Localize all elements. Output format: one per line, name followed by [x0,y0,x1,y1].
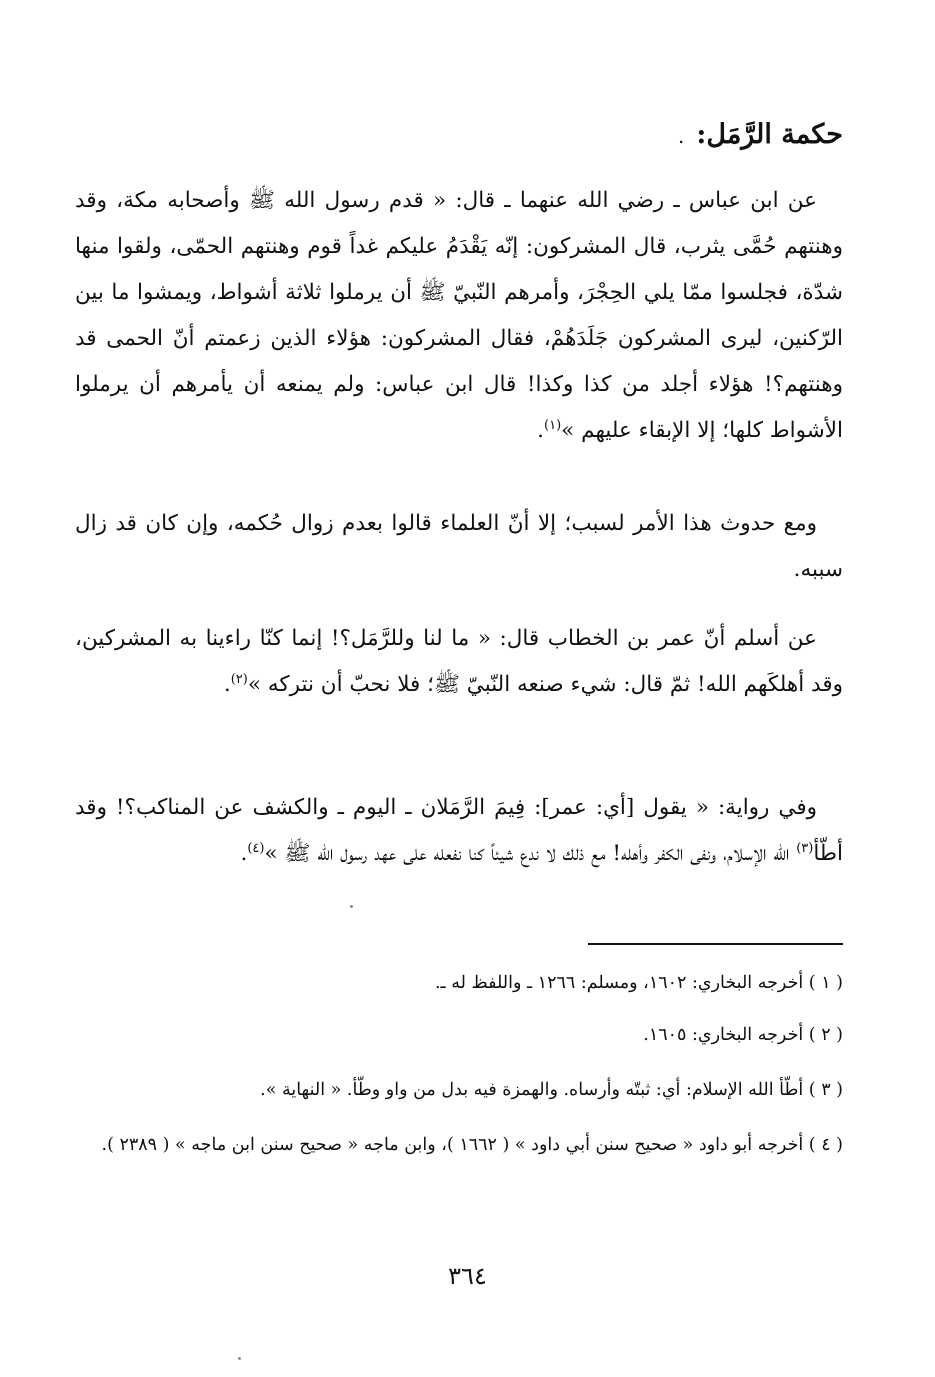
footnote-3: ( ٣ ) أطّأ الله الإسلام: أي: ثبتّه وأرساه. والهمزة فيه بدل من واو وطّأ. « النهاية ». [260,1080,843,1100]
paragraph-text: ومع حدوث هذا الأمر لسبب؛ إلا أنّ العلماء قالوا بعدم زوال حُكمه، وإن كان قد زال سببه. [75,511,843,582]
heading-marker: . [678,124,685,148]
footnote-ref: (٤) [247,840,265,856]
page-number: ٣٦٤ [448,1262,487,1290]
footnote-ref: (١) [544,417,562,433]
paragraph-text: عن أسلم أنّ عمر بن الخطاب قال: « ما لنا وللرَّمَل؟! إنما كنّا راءينا به المشركين، وقد أهلكَهم الله! ثمّ قال: شيء صنعه النّبيّ ﷺ؛ فلا نحبّ أن نتركه » [75,626,843,697]
footnote-2: ( ٢ ) أخرجه البخاري: ١٦٠٥. [643,1025,843,1045]
paragraph-end: . [537,418,545,443]
paragraph-text: الله الإسلام، ونفى الكفر وأهله! مع ذلك لا ندع شيئاً كنا نفعله على عهد رسول الله ﷺ » [264,841,797,866]
section-heading [678,112,843,159]
footnote-divider [588,943,843,945]
paragraph-end: . [240,841,248,866]
footnote-ref: (٢) [230,671,248,687]
heading-title: حكمة الرَّمَل: [696,119,843,150]
scan-speck [350,905,353,908]
paragraph-ibn-abbas [75,178,843,454]
paragraph-umar [75,616,843,708]
footnote-ref: (٣) [796,840,814,856]
paragraph-ruling [75,501,843,593]
paragraph-text-start: وفي رواية: « يقول [أي: عمر]: فِيمَ الرَّمَلان ـ اليوم ـ والكشف عن المناكب؟! وقد أطّأ [75,795,843,866]
footnote-1: ( ١ ) أخرجه البخاري: ١٦٠٢، ومسلم: ١٢٦٦ ـ واللفظ له ـ. [434,973,843,993]
paragraph-end: . [223,672,231,697]
paragraph-narration [75,785,843,877]
footnote-4: ( ٤ ) أخرجه أبو داود « صحيح سنن أبي داود » ( ١٦٦٢ )، وابن ماجه « صحيح سنن ابن ماجه » ( ٢٣٨٩ ). [101,1135,843,1155]
paragraph-text: عن ابن عباس ـ رضي الله عنهما ـ قال: « قدم رسول الله ﷺ وأصحابه مكة، وقد وهنتهم حُمَّى يثرب، قال المشركون: إنّه يَقْدَمُ عليكم غداً قوم وهنتهم الحمّى، ولقوا منها شدّة، فجلسوا ممّا يلي الحِجْرَ، وأمرهم النّبيّ ﷺ أن يرملوا ثلاثة أشواط، ويمشوا ما بين الرّكنين، ليرى المشركون جَلَدَهُمْ، فقال المشركون: هؤلاء الذين زعمتم أنّ الحمى قد وهنتهم؟! هؤلاء أجلد من كذا وكذا! قال ابن عباس: ولم يمنعه أن يأمرهم أن يرملوا الأشواط كلها؛ إلا الإبقاء عليهم » [75,188,843,443]
scan-speck [238,1357,241,1360]
